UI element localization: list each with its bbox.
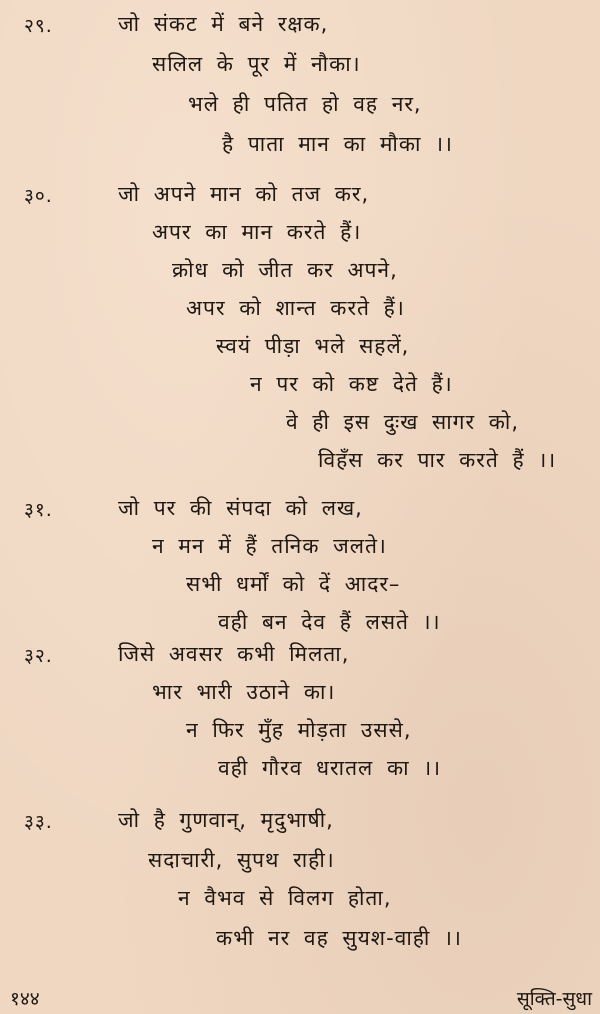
- verse-line: जो अपने मान को तज कर,: [118, 182, 370, 206]
- verse-line: जो पर की संपदा को लख,: [118, 496, 363, 520]
- verse-line: कभी नर वह सुयश-वाही ।।: [216, 926, 462, 950]
- verse-line: विहँस कर पार करते हैं ।।: [318, 448, 557, 472]
- verse-line: सभी धर्मों को दें आदर–: [186, 572, 401, 596]
- verse-number: ३३.: [24, 811, 53, 833]
- book-title: सूक्ति-सुधा: [516, 988, 592, 1010]
- verse-line: क्रोध को जीत कर अपने,: [172, 258, 398, 282]
- verse-line: जो है गुणवान्, मृदुभाषी,: [118, 808, 334, 832]
- verse-line: सदाचारी, सुपथ राही।: [148, 848, 335, 872]
- verse-line: न वैभव से विलग होता,: [178, 886, 392, 910]
- verse-number: ३२.: [24, 645, 53, 667]
- verse-line: है पाता मान का मौका ।।: [222, 132, 454, 156]
- verse-line: न मन में हैं तनिक जलते।: [152, 534, 387, 558]
- verse-line: भार भारी उठाने का।: [152, 680, 336, 704]
- verse-line: वही बन देव हैं लसते ।।: [218, 610, 441, 634]
- verse-line: वे ही इस दुःख सागर को,: [286, 410, 520, 434]
- verse-line: जिसे अवसर कभी मिलता,: [118, 642, 350, 666]
- verse-line: भले ही पतित हो वह नर,: [188, 92, 422, 116]
- verse-line: न फिर मुँह मोड़ता उससे,: [186, 718, 412, 742]
- verse-number: २९.: [24, 15, 53, 37]
- verse-line: स्वयं पीड़ा भले सहलें,: [216, 334, 410, 358]
- page-number: १४४: [10, 988, 40, 1010]
- verse-line: वही गौरव धरातल का ।।: [218, 756, 442, 780]
- verse-line: अपर को शान्त करते हैं।: [186, 296, 405, 320]
- verse-line: न पर को कष्ट देते हैं।: [250, 372, 453, 396]
- verse-number: ३१.: [24, 499, 53, 521]
- verse-line: सलिल के पूर में नौका।: [152, 52, 361, 76]
- verse-line: अपर का मान करते हैं।: [152, 220, 362, 244]
- verse-number: ३०.: [24, 185, 53, 207]
- verse-line: जो संकट में बने रक्षक,: [118, 12, 329, 36]
